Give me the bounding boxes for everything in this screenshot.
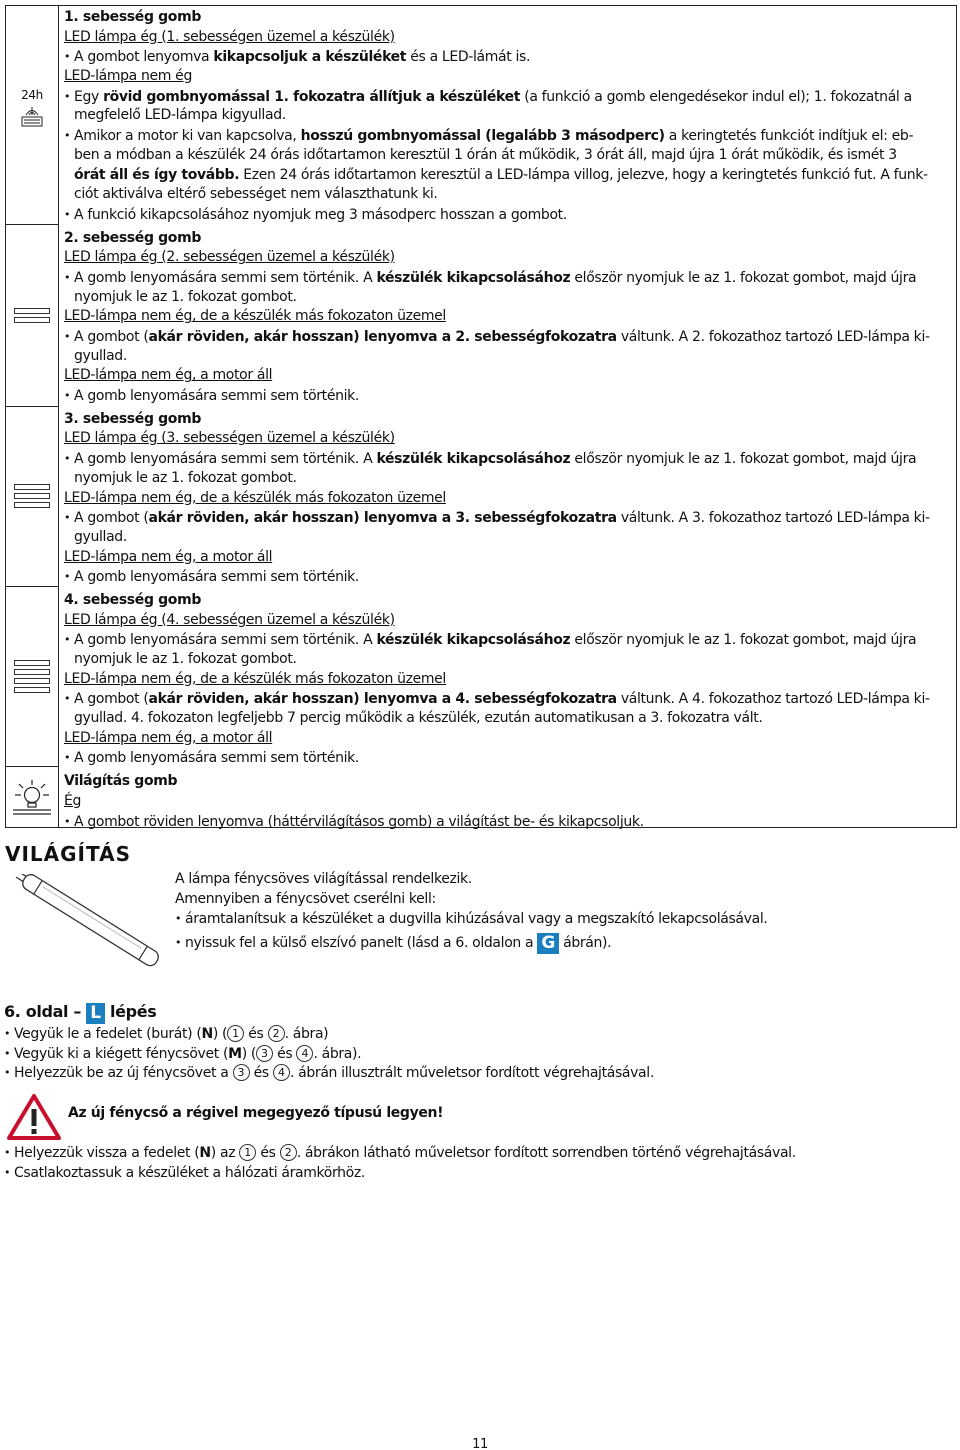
step-item-4: • Helyezzük vissza a fedelet (N) az 1 és 2 . ábrákon látható műveletsor fordított sorrendben történő végrehajtásával. (4, 1143, 934, 1163)
speed2-led-other: LED-lámpa nem ég, de a készülék más fokozaton üzemel (64, 308, 446, 325)
lighting-text (175, 870, 935, 953)
page-number: 11 (472, 1437, 488, 1450)
figure-g-badge: G (537, 933, 559, 954)
warning-text: Az új fénycső a régivel megegyező típusú legyen! (68, 1105, 444, 1121)
step-section-cont (4, 1143, 934, 1182)
lighting-line-1: A lámpa fénycsöves világítással rendelkezik. (175, 871, 472, 887)
speed3-led-on: LED lámpa ég (3. sebességen üzemel a készülék) (64, 430, 395, 447)
speed4-title: 4. sebesség gomb (64, 591, 201, 608)
speed3-p3: • A gomb lenyomására semmi sem történik. (64, 567, 954, 587)
figure-2-marker: 2 (268, 1025, 285, 1042)
table-divider (58, 6, 59, 827)
fluorescent-tube-illustration (10, 874, 170, 969)
control-panel-table (5, 5, 957, 828)
speed1-title: 1. sebesség gomb (64, 9, 201, 25)
step-item-1: • Vegyük le a fedelet (burát) (N) ( 1 és 2 . ábra) (4, 1024, 934, 1044)
speed2-title: 2. sebesség gomb (64, 229, 201, 246)
timer-24h-label: 24h (21, 88, 43, 102)
speed3-p2: • A gombot (akár röviden, akár hosszan) lenyomva a 3. sebességfokozatra váltunk. A 3. fokozathoz tartozó LED-lámpa ki- (64, 508, 954, 528)
speed3-p1-cont: nyomjuk le az 1. fokozat gombot. (74, 469, 297, 486)
figure-1-marker: 1 (239, 1144, 256, 1161)
light-icon-cell (6, 766, 58, 829)
speed2-led-stop: LED-lámpa nem ég, a motor áll (64, 367, 273, 384)
warning-triangle-icon (6, 1093, 62, 1141)
speed1-long-desc-2: ben a módban a készülék 24 órás időtartamon keresztül 1 órán át működik, 3 órát áll, majd újra 1 órát működik, és ismét 3 (74, 146, 897, 163)
speed4-p1-cont: nyomjuk le az 1. fokozat gombot. (74, 651, 297, 667)
figure-2-marker: 2 (280, 1144, 297, 1161)
speed4-icon-cell (6, 586, 58, 766)
speed4-p2: • A gombot (akár röviden, akár hosszan) lenyomva a 4. sebességfokozatra váltunk. A 4. fokozathoz tartozó LED-lámpa ki- (64, 689, 954, 709)
speed3-p2-cont: gyullad. (74, 528, 127, 545)
speed2-p3: • A gomb lenyomására semmi sem történik. (64, 386, 954, 406)
speed2-led-on: LED lámpa ég (2. sebességen üzemel a készülék) (64, 249, 395, 266)
light-button-state: Ég (64, 792, 82, 809)
table-content (64, 8, 954, 831)
speed3-icon-cell (6, 406, 58, 586)
figure-3-marker: 3 (233, 1064, 250, 1081)
speed1-func-off: • A funkció kikapcsolásához nyomjuk meg 3 másodperc hosszan a gombot. (64, 205, 954, 225)
speed1-long-desc: • Amikor a motor ki van kapcsolva, hosszú gombnyomással (legalább 3 másodperc) a keringtetés funkciót indítjuk el: eb- (64, 126, 954, 146)
speed1-led-on: LED lámpa ég (1. sebességen üzemel a készülék) (64, 28, 395, 45)
speed2-p2-cont: gyullad. (74, 347, 127, 364)
speed1-long-desc-3: órát áll és így tovább. Ezen 24 órás időtartamon keresztül a LED-lámpa villog, jelezve, hogy a keringtetés funkció fut. A funk- (74, 166, 928, 183)
figure-4-marker: 4 (296, 1045, 313, 1062)
speed3-led-other: LED-lámpa nem ég, de a készülék más fokozaton üzemel (64, 489, 446, 506)
speed4-p1: • A gomb lenyomására semmi sem történik. A készülék kikapcsolásához először nyomjuk le az 1. fokozat gombot, majd újra (64, 630, 954, 650)
lighting-bullet-2: • nyissuk fel a külső elszívó panelt (lásd a 6. oldalon a G ábrán). (175, 933, 935, 953)
speed1-icon-cell (6, 6, 58, 224)
lighting-heading: VILÁGÍTÁS (5, 842, 131, 866)
speed1-long-desc-4: ciót aktiválva eltérő sebességet nem választhatunk ki. (74, 186, 438, 203)
speed2-p1-cont: nyomjuk le az 1. fokozat gombot. (74, 288, 297, 305)
lighting-line-2: Amennyiben a fénycsövet cserélni kell: (175, 890, 436, 907)
speed4-led-on: LED lámpa ég (4. sebességen üzemel a készülék) (64, 611, 395, 628)
step-item-2: • Vegyük ki a kiégett fénycsövet (M) ( 3 és 4 . ábra). (4, 1044, 934, 1064)
speed2-icon-cell (6, 224, 58, 406)
speed4-led-stop: LED-lámpa nem ég, a motor áll (64, 729, 273, 746)
figure-3-marker: 3 (256, 1045, 273, 1062)
step-heading: 6. oldal – L lépés (4, 1002, 157, 1023)
figure-4-marker: 4 (273, 1064, 290, 1081)
light-bulb-icon (12, 779, 52, 817)
step-item-5: • Csatlakoztassuk a készüléket a hálózati áramkörhöz. (4, 1163, 934, 1183)
speed4-p3: • A gomb lenyomására semmi sem történik. (64, 748, 954, 768)
speed3-bars-icon (14, 484, 50, 508)
speed2-bars-icon (14, 308, 50, 323)
speed4-led-other: LED-lámpa nem ég, de a készülék más fokozaton üzemel (64, 670, 446, 687)
speed1-led-off: LED-lámpa nem ég (64, 68, 192, 85)
speed1-off-desc-cont: megfelelő LED-lámpa kigyullad. (74, 107, 286, 124)
speed4-bars-icon (14, 660, 50, 693)
speed3-title: 3. sebesség gomb (64, 410, 201, 427)
step-l-badge: L (86, 1003, 104, 1024)
speed1-on-desc: • A gombot lenyomva kikapcsoljuk a készüléket és a LED-lámát is. (64, 47, 954, 67)
step-section (4, 1002, 934, 1083)
lighting-bullet-1: • áramtalanítsuk a készüléket a dugvilla kihúzásával vagy a megszakító lekapcsolásával. (175, 909, 935, 929)
speed1-off-desc: • Egy rövid gombnyomással 1. fokozatra állítjuk a készüléket (a funkció a gomb elengedésekor indul el); 1. fokozatnál a (64, 87, 954, 107)
speed3-led-stop: LED-lámpa nem ég, a motor áll (64, 548, 273, 565)
light-button-title: Világítás gomb (64, 773, 178, 790)
figure-1-marker: 1 (227, 1025, 244, 1042)
speed2-p1: • A gomb lenyomására semmi sem történik. A készülék kikapcsolásához először nyomjuk le az 1. fokozat gombot, majd újra (64, 268, 954, 288)
step-item-3: • Helyezzük be az új fénycsövet a 3 és 4 . ábrán illusztrált műveletsor fordított végrehajtásával. (4, 1063, 934, 1083)
speed4-p2-cont: gyullad. 4. fokozaton legfeljebb 7 percig működik a készülék, ezután automatikusan a 3. fokozatra vált. (74, 710, 763, 727)
light-button-desc: • A gombot röviden lenyomva (háttérvilágításos gomb) a világítást be- és kikapcsoljuk. (64, 812, 954, 832)
speed2-p2: • A gombot (akár röviden, akár hosszan) lenyomva a 2. sebességfokozatra váltunk. A 2. fokozathoz tartozó LED-lámpa ki- (64, 327, 954, 347)
speed3-p1: • A gomb lenyomására semmi sem történik. A készülék kikapcsolásához először nyomjuk le az 1. fokozat gombot, majd újra (64, 449, 954, 469)
fan-circulation-icon (19, 105, 45, 127)
